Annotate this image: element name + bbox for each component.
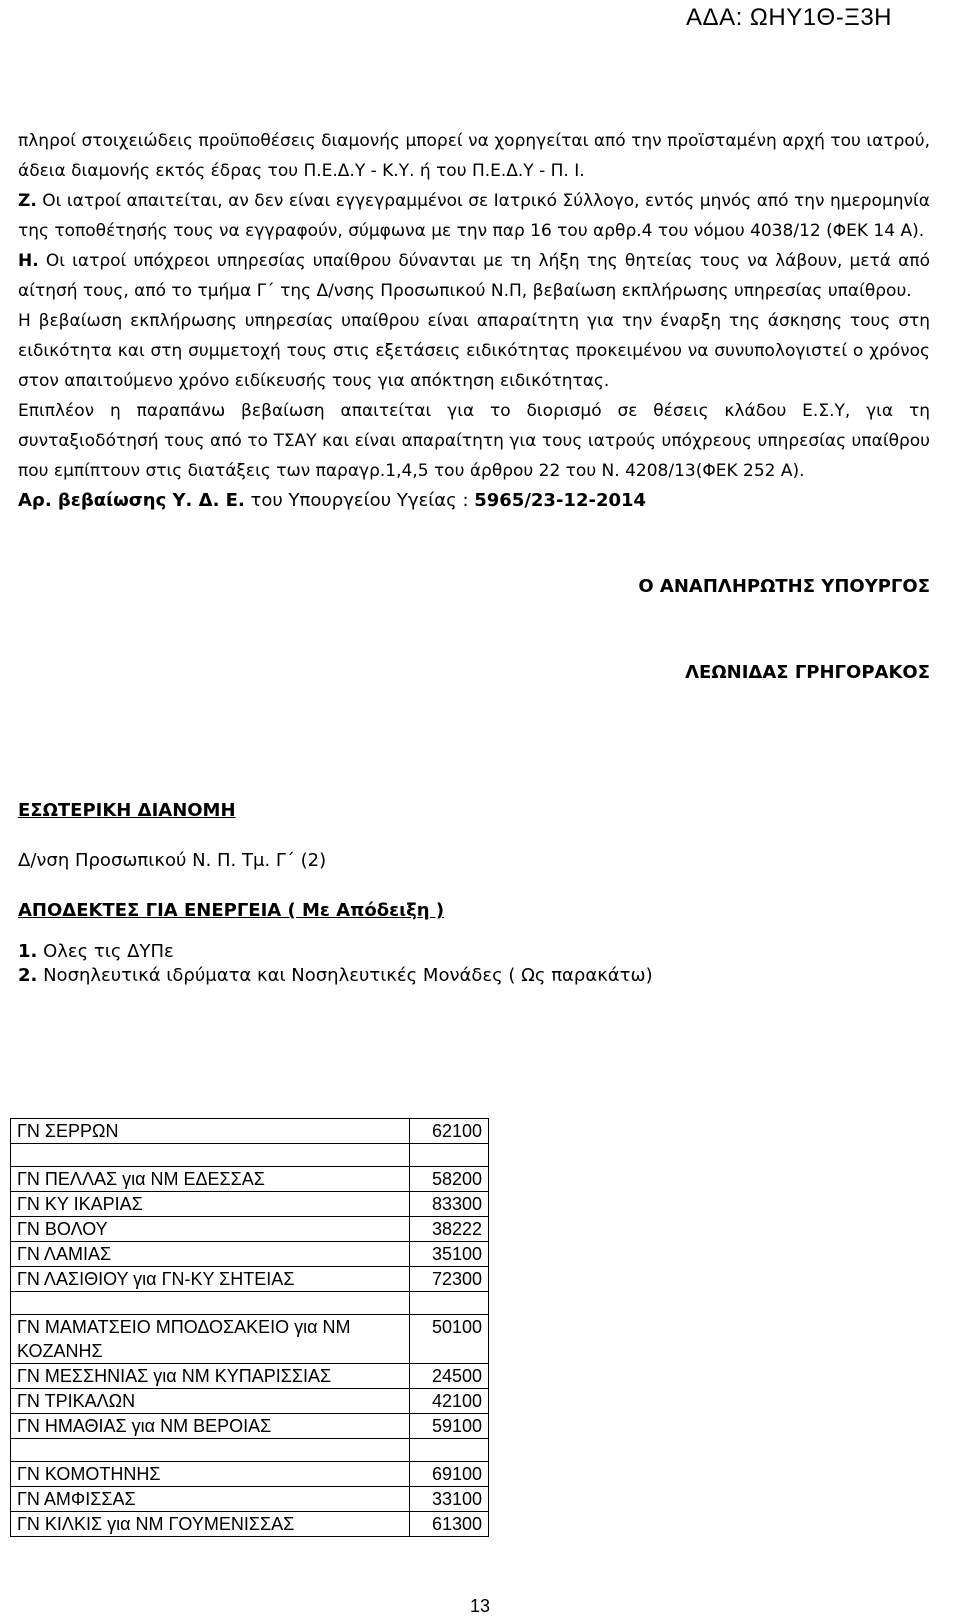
- hospital-name: ΓΝ ΛΑΣΙΘΙΟΥ για ΓΝ-ΚΥ ΣΗΤΕΙΑΣ: [11, 1267, 410, 1292]
- hospital-name: ΓΝ ΛΑΜΙΑΣ: [11, 1242, 410, 1267]
- certificate-reference: [18, 486, 930, 516]
- table-row: [11, 1167, 489, 1192]
- table-row: [11, 1364, 489, 1389]
- table-row: [11, 1462, 489, 1487]
- table-spacer-row: [11, 1439, 489, 1462]
- reference-mid: του Υπουργείου Υγείας :: [244, 490, 475, 511]
- hospital-name: ΓΝ ΣΕΡΡΩΝ: [11, 1119, 410, 1144]
- hospital-name: ΓΝ ΗΜΑΘΙΑΣ για ΝΜ ΒΕΡΟΙΑΣ: [11, 1414, 410, 1439]
- hospital-name: ΓΝ ΚΟΜΟΤΗΝΗΣ: [11, 1462, 410, 1487]
- list-item-text: Νοσηλευτικά ιδρύματα και Νοσηλευτικές Μονάδες ( Ως παρακάτω): [37, 965, 653, 986]
- table-row: [11, 1267, 489, 1292]
- hospital-name: ΓΝ ΑΜΦΙΣΣΑΣ: [11, 1487, 410, 1512]
- paragraph-additional: Επιπλέον η παραπάνω βεβαίωση απαιτείται για το διορισμό σε θέσεις κλάδου Ε.Σ.Υ, για τη συνταξιοδότησή τους από το ΤΣΑΥ και είναι απαραίτητη για τους ιατρούς υπόχρεους υπηρεσίας υπαίθρου που εμπίπτουν στις διατάξεις των παραγρ.1,4,5 του άρθρου 22 του Ν. 4208/13(ΦΕΚ 252 Α).: [18, 401, 930, 481]
- reference-number: 5965/23-12-2014: [474, 490, 647, 511]
- postal-code: 61300: [410, 1512, 489, 1537]
- hospital-name: ΓΝ ΤΡΙΚΑΛΩΝ: [11, 1389, 410, 1414]
- list-item: [18, 964, 930, 988]
- internal-distribution-line: Δ/νση Προσωπικού Ν. Π. Τμ. Γ΄ (2): [18, 850, 327, 871]
- table-row: [11, 1487, 489, 1512]
- table-row: [11, 1389, 489, 1414]
- paragraph-z: [18, 186, 930, 246]
- internal-distribution-title: ΕΣΩΤΕΡΙΚΗ ΔΙΑΝΟΜΗ: [18, 800, 236, 821]
- list-item-number: 2.: [18, 965, 38, 986]
- table-row: [11, 1242, 489, 1267]
- hospitals-table: [10, 1118, 489, 1537]
- list-item: [18, 940, 930, 964]
- table-spacer-row: [11, 1144, 489, 1167]
- hospital-name: ΓΝ ΜΑΜΑΤΣΕΙΟ ΜΠΟΔΟΣΑΚΕΙΟ για ΝΜ ΚΟΖΑΝΗΣ: [11, 1315, 410, 1364]
- ada-code: ΑΔΑ: ΩΗΥ1Θ-Ξ3Η: [686, 4, 892, 31]
- postal-code: 59100: [410, 1414, 489, 1439]
- hospital-name: ΓΝ ΚΙΛΚΙΣ για ΝΜ ΓΟΥΜΕΝΙΣΣΑΣ: [11, 1512, 410, 1537]
- paragraph-z-label: Ζ.: [18, 191, 37, 211]
- hospital-name: ΓΝ ΚΥ ΙΚΑΡΙΑΣ: [11, 1192, 410, 1217]
- signatory-title: Ο ΑΝΑΠΛΗΡΩΤΗΣ ΥΠΟΥΡΓΟΣ: [638, 576, 930, 597]
- postal-code: 33100: [410, 1487, 489, 1512]
- paragraph-f-continued: πληροί στοιχειώδεις προϋποθέσεις διαμονής μπορεί να χορηγείται από την προϊσταμένη αρχή του ιατρού, άδεια διαμονής εκτός έδρας του Π.Ε.Δ.Υ - Κ.Υ. ή του Π.Ε.Δ.Υ - Π. Ι.: [18, 131, 930, 181]
- table-row: [11, 1119, 489, 1144]
- postal-code: 69100: [410, 1462, 489, 1487]
- recipients-title: ΑΠΟΔΕΚΤΕΣ ΓΙΑ ΕΝΕΡΓΕΙΑ ( Με Απόδειξη ): [18, 900, 445, 921]
- paragraph-h-text: Οι ιατροί υπόχρεοι υπηρεσίας υπαίθρου δύνανται με τη λήξη της θητείας τους να λάβουν, μετά από αίτησή τους, από το τμήμα Γ΄ της Δ/νσης Προσωπικού Ν.Π, βεβαίωση εκπλήρωσης υπηρεσίας υπαίθρου.: [18, 251, 930, 301]
- hospital-name: ΓΝ ΠΕΛΛΑΣ για ΝΜ ΕΔΕΣΣΑΣ: [11, 1167, 410, 1192]
- postal-code: 24500: [410, 1364, 489, 1389]
- table-row: [11, 1217, 489, 1242]
- hospital-name: ΓΝ ΒΟΛΟΥ: [11, 1217, 410, 1242]
- postal-code: 50100: [410, 1315, 489, 1364]
- table-row: [11, 1315, 489, 1364]
- table-row: [11, 1414, 489, 1439]
- paragraph-certificate: Η βεβαίωση εκπλήρωσης υπηρεσίας υπαίθρου είναι απαραίτητη για την έναρξη της άσκησης τους στη ειδικότητα και στη συμμετοχή τους στις εξετάσεις ειδικότητας προκειμένου να συνυπολογιστεί ο χρόνος στον απαιτούμενο χρόνο ειδίκευσής τους για απόκτηση ειδικότητας.: [18, 311, 930, 391]
- postal-code: 35100: [410, 1242, 489, 1267]
- table-spacer-row: [11, 1292, 489, 1315]
- reference-label: Αρ. βεβαίωσης Υ. Δ. Ε.: [18, 490, 245, 511]
- paragraph-h-label: Η.: [18, 251, 39, 271]
- paragraph-h: [18, 246, 930, 306]
- list-item-text: Ολες τις ΔΥΠε: [37, 941, 174, 962]
- list-item-number: 1.: [18, 941, 38, 962]
- table-row: [11, 1192, 489, 1217]
- postal-code: 38222: [410, 1217, 489, 1242]
- hospital-name: ΓΝ ΜΕΣΣΗΝΙΑΣ για ΝΜ ΚΥΠΑΡΙΣΣΙΑΣ: [11, 1364, 410, 1389]
- recipients-list: [18, 940, 930, 988]
- postal-code: 72300: [410, 1267, 489, 1292]
- postal-code: 58200: [410, 1167, 489, 1192]
- paragraph-z-text: Οι ιατροί απαιτείται, αν δεν είναι εγγεγραμμένοι σε Ιατρικό Σύλλογο, εντός μηνός από την ημερομηνία της τοποθέτησής τους να εγγραφούν, σύμφωνα με την παρ 16 του αρθρ.4 του νόμου 4038/12 (ΦΕΚ 14 Α).: [18, 191, 930, 241]
- postal-code: 42100: [410, 1389, 489, 1414]
- postal-code: 62100: [410, 1119, 489, 1144]
- page-number: 13: [469, 1596, 491, 1616]
- postal-code: 83300: [410, 1192, 489, 1217]
- document-body: [18, 126, 930, 988]
- table-row: [11, 1512, 489, 1537]
- signatory-name: ΛΕΩΝΙΔΑΣ ΓΡΗΓΟΡΑΚΟΣ: [685, 662, 930, 683]
